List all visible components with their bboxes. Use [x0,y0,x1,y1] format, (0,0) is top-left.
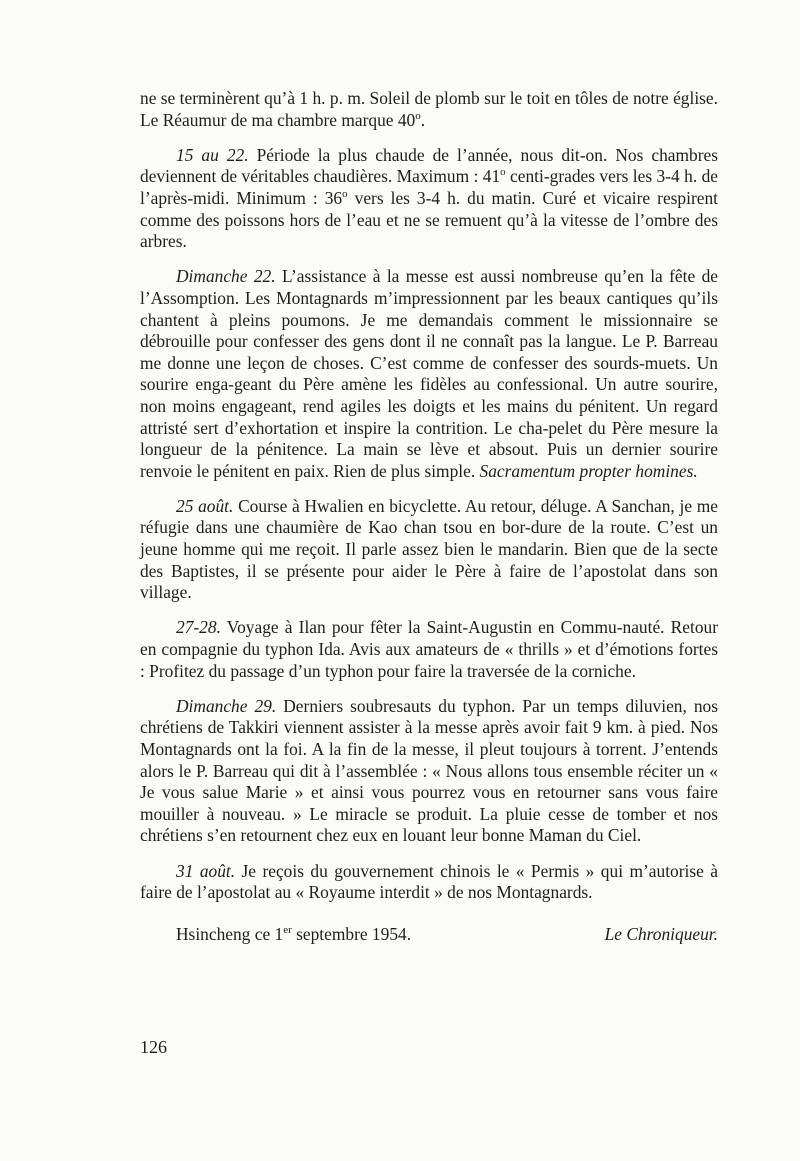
paragraph-continuation: ne se terminèrent qu’à 1 h. p. m. Soleil de plomb sur le toit en tôles de notre église. Le Réaumur de ma chambre marque 40$^o$. [140,88,718,130]
entry-15-22: 15 au 22. Période la plus chaude de l’année, nous dit-on. Nos chambres deviennent de véritables chaudières. Maximum : 41$^o$ centi-grades vers les 3-4 h. de l’après-midi. Minimum : 36$^o$ vers les 3-4 h. du matin. Curé et vicaire respirent comme des poissons hors de l’eau et ne se remuent qu’à la vitesse de l’ombre des arbres. [140,144,718,252]
entry-date-label: Dimanche 22. [176,266,276,287]
author-signature: Le Chroniqueur. [604,923,718,944]
entry-31-aout: 31 août. Je reçois du gouvernement chinois le « Permis » qui m’autorise à faire de l’apostolat au « Royaume interdit » de nos Montagnards. [140,860,718,903]
entry-date-label: 31 août. [176,860,236,881]
entry-dimanche-29: Dimanche 29. Derniers soubresauts du typhon. Par un temps diluvien, nos chrétiens de Takkiri viennent assister à la messe après avoir fait 9 km. à pied. Nos Montagnards ont la foi. A la fin de la messe, il pleut toujours à torrent. J’entends alors le P. Barreau qui dit à l’assemblée : « Nous allons tous ensemble réciter un « Je vous salue Marie » et ainsi vous pourrez vous en retourner sans vous faire mouiller à nouveau. » Le miracle se produit. La pluie cesse de tomber et nos chrétiens s’en retournent chez eux en louant leur bonne Maman du Ciel. [140,695,719,846]
chronicle-text [140,88,718,945]
entry-date-label: 25 août. [176,495,234,516]
signature-line [140,924,718,946]
page-number: 126 [140,1037,167,1057]
entry-27-28: 27-28. Voyage à Ilan pour fêter la Saint-Augustin en Commu-nauté. Retour en compagnie du typhon Ida. Avis aux amateurs de « thrills » et d’émotions fortes : Profitez du passage d’un typhon pour faire la traversée de la corniche. [140,617,718,681]
entry-date-label: Dimanche 29. [176,695,277,716]
entry-25-aout: 25 août. Course à Hwalien en bicyclette. Au retour, déluge. A Sanchan, je me réfugie dans une chaumière de Kao chan tsou en bor-dure de la route. C’est un jeune homme qui me reçoit. Il parle assez bien le mandarin. Bien que de la secte des Baptistes, il se présente pour aider le Père à faire de l’apostolat dans son village. [140,495,718,603]
place-date: Hsincheng ce 1er septembre 1954. [176,923,412,944]
latin-phrase: Sacramentum propter homines. [479,460,698,481]
degree-sign: o [342,188,348,201]
entry-date-label: 27-28. [176,617,221,638]
entry-date-label: 15 au 22. [176,144,249,165]
degree-sign: o [415,109,421,122]
degree-sign: o [500,166,506,179]
entry-dimanche-22: Dimanche 22. L’assistance à la messe est aussi nombreuse qu’en la fête de l’Assomption. Les Montagnards m’impressionnent par les beaux cantiques qu’ils chantent à pleins poumons. Je me demandais comment le missionnaire se débrouille pour confesser des gens dont il ne connaît pas la langue. Le P. Barreau me donne une leçon de choses. C’est comme de confesser des sourds-muets. Un sourire enga-geant du Père amène les fidèles au confessional. Un autre sourire, non moins engageant, rend agiles les doigts et les mains du pénitent. Un regard attristé sert d’exhortation et inspire la contrition. Le cha-pelet du Père mesure la longueur de la pénitence. La main se lève et absout. Puis un dernier sourire renvoie le pénitent en paix. Rien de plus simple. Sacramentum propter homines. [140,266,718,481]
